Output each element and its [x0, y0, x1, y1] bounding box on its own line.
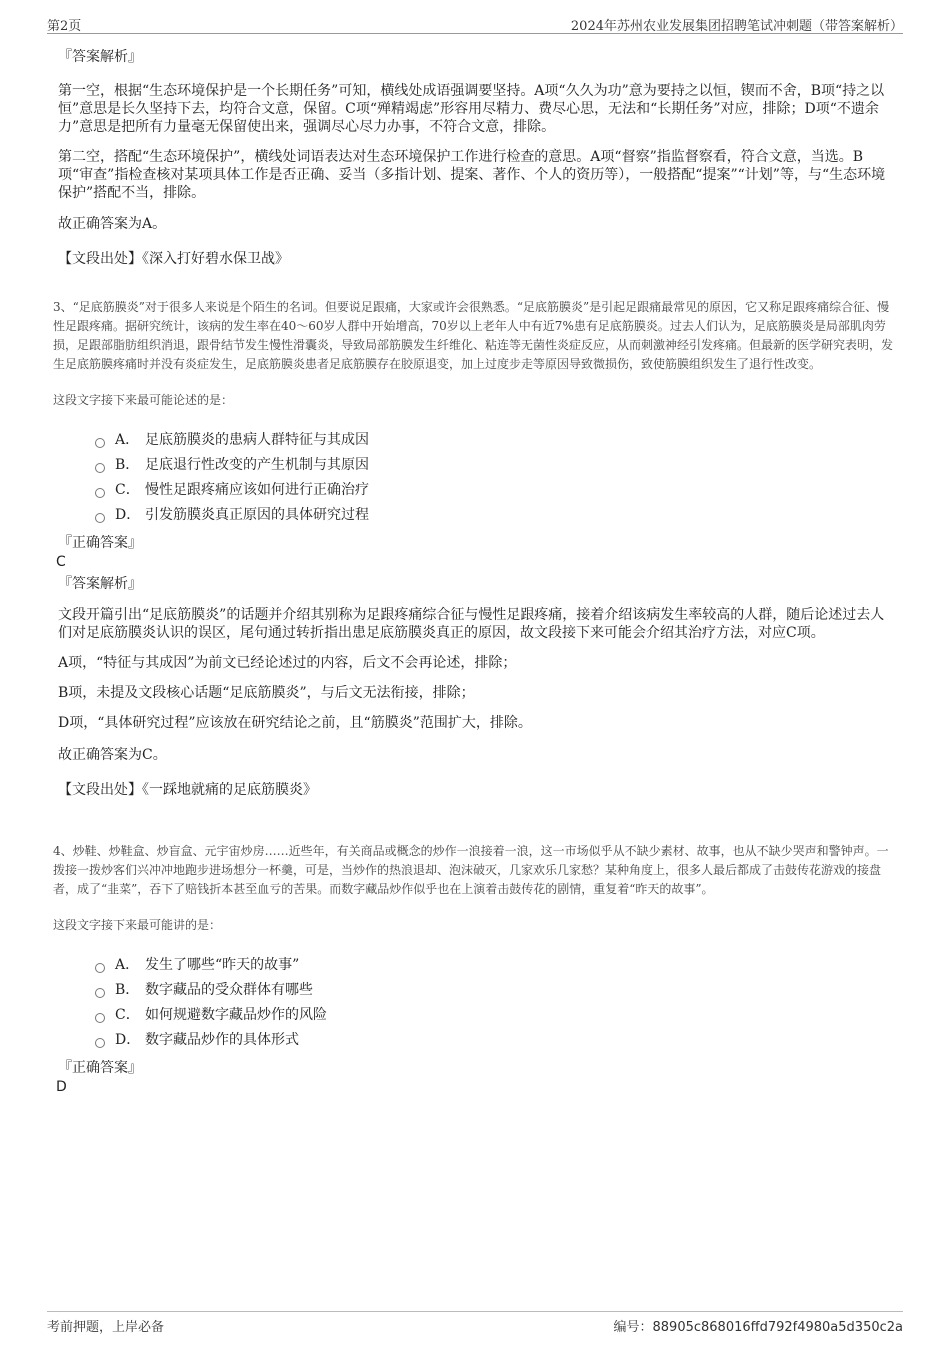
radio-icon[interactable] [95, 463, 105, 473]
option-c[interactable]: C． 慢性足跟疼痛应该如何进行正确治疗 [95, 478, 893, 503]
analysis-paragraph: 第二空，搭配“生态环境保护”，横线处词语表达对生态环境保护工作进行检查的意思。A项“督察”指监督察看，符合文意，当选。B项“审查”指检查核对某项具体工作是否正确、妥当（多指计划、提案、著作、个人的资历等），一般搭配“提案”“计划”等，与“生态环境保护”搭配不当，排除。 [58, 149, 886, 201]
option-a[interactable]: A． 足底筋膜炎的患病人群特征与其成因 [95, 428, 893, 453]
document-title: 2024年苏州农业发展集团招聘笔试冲刺题（带答案解析） [570, 19, 903, 34]
analysis-conclusion: 故正确答案为A。 [58, 216, 167, 232]
radio-icon[interactable] [95, 1013, 105, 1023]
correct-answer-tag: 『正确答案』 [58, 1060, 142, 1076]
analysis-paragraph: 文段开篇引出“足底筋膜炎”的话题并介绍其别称为足跟疼痛综合征与慢性足跟疼痛，接着介绍该病发生率较高的人群，随后论述过去人们对足底筋膜炎认识的误区，尾句通过转折指出患足底筋膜炎真正的原因，故文段接下来可能会介绍其治疗方法，对应C项。 [58, 607, 885, 641]
question-3 [53, 298, 893, 800]
source-citation: 【文段出处】《深入打好碧水保卫战》 [58, 251, 289, 267]
question-stem: 3、“足底筋膜炎”对于很多人来说是个陌生的名词。但要说足跟痛，大家或许会很熟悉。“足底筋膜炎”是引起足跟痛最常见的原因，它又称足跟疼痛综合征、慢性足跟疼痛。据研究统计，该病的发生率在40～60岁人群中开始增高，70岁以上老年人中有近7%患有足底筋膜炎。过去人们认为，足底筋膜炎是局部肌肉劳损，足跟部脂肪组织消退，跟骨结节发生慢性滑囊炎，导致局部筋膜发生纤维化、粘连等无菌性炎症反应，从而刺激神经引发疼痛。但最新的医学研究表明，发生足底筋膜疼痛时并没有炎症发生，足底筋膜炎患者足底筋膜存在胶原退变，加上过度步走等原因导致微损伤，致使筋膜组织发生了退行性改变。 [53, 300, 894, 371]
correct-answer-value: C [56, 554, 66, 570]
q2-analysis-section [58, 48, 888, 269]
analysis-tag: 『答案解析』 [58, 576, 142, 592]
page-footer [47, 1311, 903, 1338]
correct-answer-tag: 『正确答案』 [58, 535, 142, 551]
option-b[interactable]: B． 数字藏品的受众群体有哪些 [95, 978, 893, 1003]
source-citation: 【文段出处】《一踩地就痛的足底筋膜炎》 [58, 782, 317, 798]
analysis-paragraph: 第一空，根据“生态环境保护是一个长期任务”可知，横线处成语强调要坚持。A项“久久为功”意为要持之以恒，锲而不舍，B项“持之以恒”意思是长久坚持下去，均符合文意，保留。C项“殚精竭虑”形容用尽精力、费尽心思，无法和“长期任务”对应，排除；D项“不遗余力”意思是把所有力量毫无保留使出来，强调尽心尽力办事，不符合文意，排除。 [58, 83, 885, 135]
document-id: 编号：88905c868016ffd792f4980a5d350c2a [613, 1320, 903, 1335]
question-prompt: 这段文字接下来最可能讲的是： [53, 918, 222, 932]
radio-icon[interactable] [95, 438, 105, 448]
footer-slogan: 考前押题，上岸必备 [47, 1320, 165, 1335]
analysis-paragraph: A项，“特征与其成因”为前文已经论述过的内容，后文不会再论述，排除； [58, 655, 517, 671]
option-list [95, 953, 893, 1053]
radio-icon[interactable] [95, 963, 105, 973]
question-4 [53, 842, 893, 1097]
radio-icon[interactable] [95, 988, 105, 998]
radio-icon[interactable] [95, 1038, 105, 1048]
option-d[interactable]: D． 数字藏品炒作的具体形式 [95, 1028, 893, 1053]
analysis-paragraph: B项，未提及文段核心话题“足底筋膜炎”，与后文无法衔接，排除； [58, 685, 475, 701]
analysis-conclusion: 故正确答案为C。 [58, 747, 167, 763]
option-d[interactable]: D． 引发筋膜炎真正原因的具体研究过程 [95, 503, 893, 528]
page-number: 第2页 [47, 19, 82, 34]
option-c[interactable]: C． 如何规避数字藏品炒作的风险 [95, 1003, 893, 1028]
option-a[interactable]: A． 发生了哪些“昨天的故事” [95, 953, 893, 978]
analysis-paragraph: D项，“具体研究过程”应该放在研究结论之前，且“筋膜炎”范围扩大，排除。 [58, 715, 532, 731]
correct-answer-value: D [56, 1079, 67, 1095]
analysis-tag: 『答案解析』 [58, 49, 142, 65]
question-prompt: 这段文字接下来最可能论述的是： [53, 393, 234, 407]
radio-icon[interactable] [95, 488, 105, 498]
radio-icon[interactable] [95, 513, 105, 523]
question-stem: 4、炒鞋、炒鞋盒、炒盲盒、元宇宙炒房……近些年，有关商品或概念的炒作一浪接着一浪，这一市场似乎从不缺少素材、故事，也从不缺少哭声和警钟声。一拨接一拨炒客们兴冲冲地跑步进场想分一杯羹，可是，当炒作的热浪退却、泡沫破灭，几家欢乐几家愁？某种角度上，很多人最后都成了击鼓传花游戏的接盘者，成了“韭菜”，吞下了赔钱折本甚至血亏的苦果。而数字藏品炒作似乎也在上演着击鼓传花的剧情，重复着“昨天的故事”。 [53, 844, 889, 896]
option-list [95, 428, 893, 528]
page-header [47, 11, 903, 34]
option-b[interactable]: B． 足底退行性改变的产生机制与其原因 [95, 453, 893, 478]
